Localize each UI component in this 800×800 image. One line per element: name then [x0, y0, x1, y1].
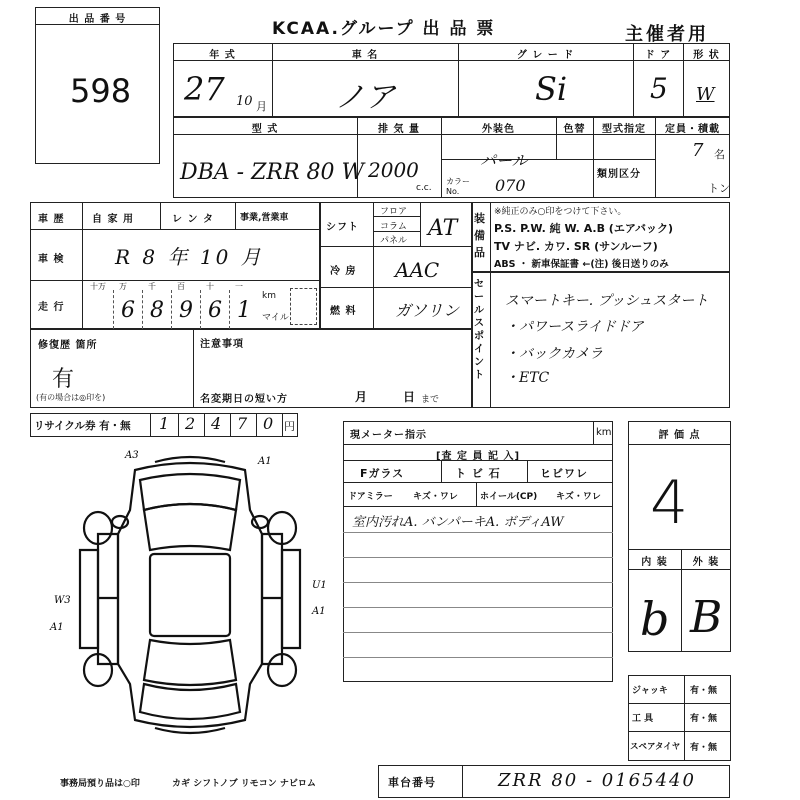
- displacement-label: 排 気 量: [378, 124, 420, 135]
- meter-unit: km: [596, 427, 612, 438]
- body-label: 形 状: [693, 50, 720, 61]
- mileage-unit-mile[interactable]: マイル: [262, 313, 289, 323]
- mileage-digit-header: 十万: [90, 282, 106, 291]
- jack-label: ジャッキ: [632, 686, 668, 696]
- mileage-digit: 1: [237, 298, 251, 323]
- sales-point-4: ・ETC: [505, 370, 550, 386]
- doors-label: ド ア: [644, 50, 672, 61]
- exterior-color-label: 外装色: [482, 124, 515, 135]
- score-value: 4: [650, 468, 689, 538]
- name-change-label: 名変期日の短い方: [200, 394, 288, 405]
- recycle-unit: 円: [284, 420, 295, 433]
- capacity-value: 7: [692, 140, 704, 161]
- recycle-digit: 4: [211, 414, 222, 433]
- appraisal-remark: 室内汚れA. バンパーキA. ボディAW: [352, 515, 564, 530]
- recycle-digit: 0: [263, 414, 274, 433]
- mileage-unit-km[interactable]: km: [262, 291, 276, 301]
- interior-label: 内 装: [641, 557, 668, 568]
- sales-point-2: ・パワースライドドア: [505, 319, 644, 335]
- repair-value: 有: [52, 367, 75, 392]
- mileage-digit-header: 百: [177, 282, 185, 291]
- doors-value: 5: [650, 72, 668, 105]
- model-designation-label: 型式指定: [602, 124, 646, 135]
- car-name: ノア: [335, 80, 395, 115]
- interior-score: b: [640, 592, 670, 646]
- recycle-digit: 1: [159, 414, 170, 433]
- f-glass-label: Fガラス: [360, 467, 405, 480]
- name-change-month: 月: [355, 390, 369, 404]
- notes-label: 注意事項: [200, 339, 244, 350]
- recycle-digit: 7: [237, 414, 248, 433]
- mileage-digit-header: 万: [119, 282, 127, 291]
- shift-value: AT: [428, 216, 458, 241]
- fuel-value: ガソリン: [395, 301, 460, 320]
- model-value: DBA - ZRR 80 W: [180, 160, 365, 185]
- wheel-label: ホイール(CP): [480, 492, 538, 502]
- name-label: 車 名: [351, 50, 379, 61]
- chassis-value: ZRR 80 - 0165440: [498, 770, 696, 791]
- ac-value: AAC: [395, 258, 440, 282]
- wheel-opt[interactable]: キズ・ワレ: [556, 492, 601, 502]
- capacity-label: 定員・積載: [665, 124, 720, 135]
- inspection-value: R 8 年 10 月: [115, 245, 264, 269]
- color-change-label: 色替: [563, 124, 586, 135]
- month-unit: 月: [256, 100, 267, 113]
- organizer-label: 主催者用: [625, 24, 709, 45]
- repair-sub: (有の場合は◎印を): [36, 393, 106, 402]
- sales-point-3: ・バックカメラ: [505, 346, 603, 362]
- inspection-label: 車 検: [38, 254, 65, 265]
- jack-opt[interactable]: 有・無: [690, 686, 718, 696]
- shift-panel[interactable]: パネル: [380, 236, 408, 246]
- diagram-mark-a1-right: A1: [312, 606, 326, 617]
- body-value: W: [696, 84, 715, 105]
- diagram-mark-w3: W3: [54, 595, 71, 606]
- shift-column[interactable]: コラム: [380, 222, 407, 232]
- f-glass-chip[interactable]: ト ビ 石: [455, 467, 501, 480]
- shift-label: シフト: [326, 222, 359, 233]
- score-label: 評 価 点: [658, 430, 701, 441]
- exterior-score: B: [690, 592, 723, 643]
- exterior-label: 外 装: [692, 557, 720, 568]
- meter-label: 現メーター指示: [350, 430, 427, 441]
- tools-opt[interactable]: 有・無: [690, 714, 718, 724]
- usage-label: 車 歴: [38, 214, 65, 225]
- spare-opt[interactable]: 有・無: [690, 743, 718, 753]
- color-no-value: 070: [495, 176, 526, 195]
- door-mirror-label: ドアミラー: [348, 492, 393, 502]
- lot-number: 598: [70, 72, 132, 110]
- door-mirror-opt[interactable]: キズ・ワレ: [413, 492, 458, 502]
- footer-note: 事務局預り品は○印: [60, 779, 140, 789]
- model-label: 型 式: [251, 124, 279, 135]
- mileage-digit-header: 一: [235, 282, 243, 291]
- mileage-digit-header: 千: [148, 282, 156, 291]
- mileage-digit: 6: [208, 298, 222, 323]
- cc-unit: c.c.: [416, 183, 432, 193]
- mileage-digit: 9: [179, 298, 193, 323]
- chassis-label: 車台番号: [388, 776, 436, 789]
- ton-unit: トン: [708, 182, 730, 195]
- diagram-mark-u1: U1: [312, 580, 327, 591]
- spare-label: スペアタイヤ: [630, 742, 681, 752]
- mileage-digit-header: 十: [206, 282, 214, 291]
- lot-label: 出 品 番 号: [68, 14, 127, 25]
- exterior-color-value: パール: [480, 151, 528, 170]
- equipment-note: ※純正のみ○印をつけて下さい。: [494, 207, 627, 217]
- equipment-line-2[interactable]: TV ナビ. カワ. SR (サンルーフ): [494, 240, 658, 253]
- color-no-label: カラー No.: [446, 177, 470, 196]
- mileage-digit: 6: [121, 298, 135, 323]
- year-value: 27: [184, 70, 225, 108]
- mileage-digit: 8: [150, 298, 164, 323]
- usage-rental[interactable]: レ ン タ: [172, 214, 214, 225]
- car-diagram: [40, 450, 340, 740]
- appraisal-title: [査 定 員 記 入]: [435, 451, 521, 462]
- tools-label: 工 具: [632, 714, 654, 724]
- grade-value: Si: [535, 70, 568, 108]
- name-change-until: まで: [421, 395, 440, 405]
- f-glass-crack[interactable]: ヒビワレ: [540, 467, 588, 480]
- recycle-digit: 2: [185, 414, 196, 433]
- shift-floor[interactable]: フロア: [380, 207, 408, 217]
- name-change-day: 日: [403, 390, 417, 404]
- displacement-value: 2000: [368, 158, 419, 182]
- footer-items: カギ シフトノブ リモコン ナビロム: [172, 779, 316, 789]
- repair-label: 修復歴 箇所: [38, 340, 98, 351]
- diagram-mark-a1-top: A1: [258, 456, 272, 467]
- form-title: KCAA.グループ 出 品 票: [272, 19, 496, 39]
- fuel-label: 燃 料: [330, 306, 357, 317]
- diagram-mark-a3: A3: [125, 450, 139, 461]
- diagram-mark-a1-left: A1: [50, 622, 64, 633]
- year-label: 年 式: [209, 50, 236, 61]
- category-label: 類別区分: [597, 169, 641, 180]
- equipment-label: 装備品: [474, 212, 485, 259]
- equipment-line-1[interactable]: P.S. P.W. 純 W. A.B (エアバック): [494, 222, 673, 235]
- sales-points-label: セールスポイント: [474, 279, 484, 381]
- usage-private[interactable]: 自 家 用: [92, 214, 134, 225]
- recycle-label: リサイクル券 有・無: [34, 420, 131, 432]
- usage-business[interactable]: 事業,営業車: [240, 213, 289, 223]
- equipment-line-3[interactable]: ABS ・ 新車保証書 ←(注) 後日送りのみ: [494, 259, 669, 270]
- grade-label: グ レ ー ド: [516, 50, 575, 61]
- ac-label: 冷 房: [330, 266, 357, 277]
- sales-point-1: スマートキー. プッシュスタート: [505, 293, 709, 309]
- mileage-label: 走 行: [38, 302, 65, 313]
- month-value: 10: [236, 94, 253, 109]
- capacity-unit: 名: [714, 148, 725, 161]
